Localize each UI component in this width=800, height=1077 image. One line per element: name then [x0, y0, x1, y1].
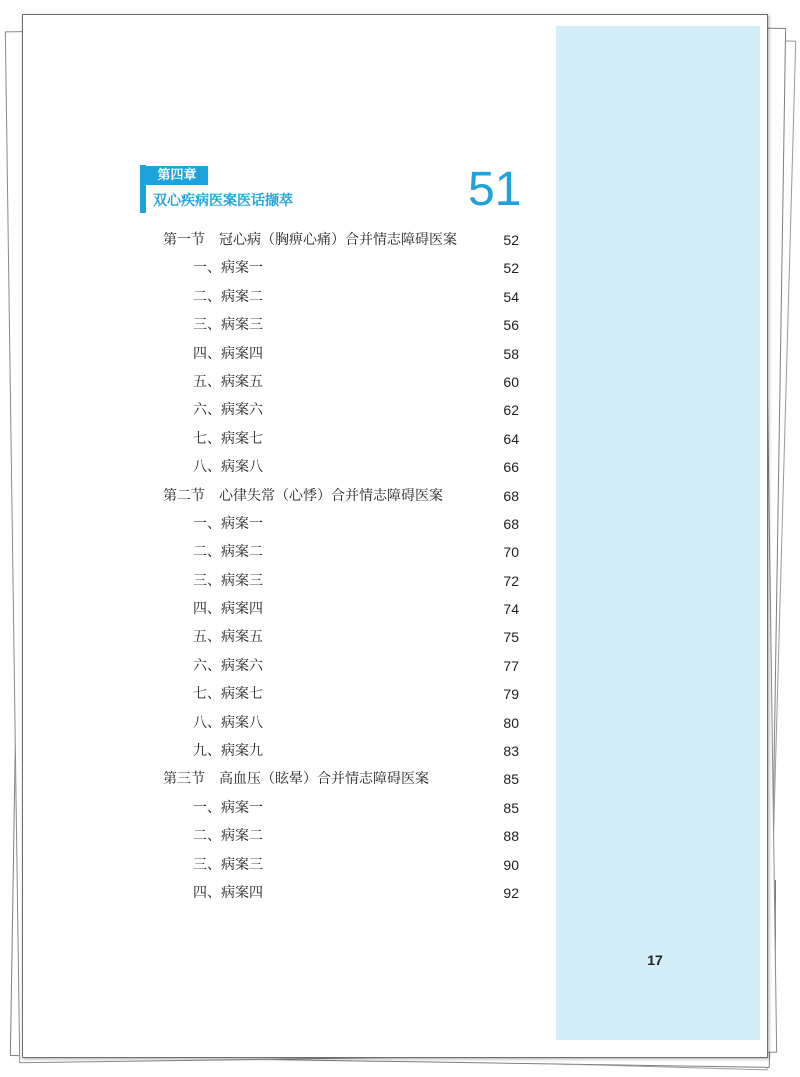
chapter-label: 第四章 [146, 166, 208, 185]
toc-page-number: 60 [503, 373, 519, 390]
toc-section-row [160, 226, 520, 254]
toc-item-title: 二、病案二 [193, 288, 263, 305]
toc-item-row [160, 396, 520, 424]
toc-item-title: 一、病案一 [193, 515, 263, 532]
toc-page-number: 77 [503, 657, 519, 674]
toc-section-title: 心律失常（心悸）合并情志障碍医案 [219, 487, 443, 504]
chapter-page-number: 51 [468, 163, 522, 216]
toc-item-row [160, 737, 520, 765]
toc-page-number: 85 [503, 799, 519, 816]
toc-item-title: 一、病案一 [193, 799, 263, 816]
toc-item-row [160, 709, 520, 737]
toc-item-title: 四、病案四 [193, 345, 263, 362]
toc-item-row [160, 254, 520, 282]
toc-section-row [160, 765, 520, 793]
toc-page-number: 62 [503, 402, 519, 419]
toc-item-row [160, 340, 520, 368]
toc-item-title: 八、病案八 [193, 714, 263, 731]
toc-section-title: 冠心病（胸痹心痛）合并情志障碍医案 [219, 232, 457, 248]
toc-item-title: 三、病案三 [193, 856, 263, 873]
toc-item-title: 二、病案二 [193, 544, 263, 561]
table-of-contents [160, 226, 520, 916]
page-number: 17 [647, 952, 663, 968]
toc-item-title: 八、病案八 [193, 459, 263, 476]
toc-item-title: 二、病案二 [193, 828, 263, 845]
toc-item-row [160, 851, 520, 879]
toc-item-row [160, 623, 520, 651]
toc-item-row [160, 368, 520, 396]
toc-item-title: 一、病案一 [193, 260, 263, 277]
toc-item-row [160, 794, 520, 822]
toc-item-row [160, 453, 520, 481]
toc-page-number: 74 [503, 601, 519, 618]
toc-page-number: 83 [503, 743, 519, 760]
toc-item-title: 五、病案五 [193, 373, 263, 390]
toc-item-row [160, 510, 520, 538]
toc-item-row [160, 425, 520, 453]
toc-page-number: 85 [503, 771, 519, 788]
toc-page-number: 64 [503, 430, 519, 447]
toc-item-title: 九、病案九 [193, 743, 263, 760]
toc-item-row [160, 680, 520, 708]
toc-page-number: 52 [503, 232, 519, 248]
toc-item-row [160, 595, 520, 623]
toc-item-title: 六、病案六 [193, 402, 263, 419]
toc-page-number: 92 [503, 884, 519, 901]
toc-item-title: 七、病案七 [193, 430, 263, 447]
toc-page-number: 54 [503, 288, 519, 305]
toc-page-number: 70 [503, 544, 519, 561]
toc-page-number: 90 [503, 856, 519, 873]
toc-item-row [160, 822, 520, 850]
toc-item-row [160, 283, 520, 311]
toc-item-title: 四、病案四 [193, 884, 263, 901]
toc-section-label: 第三节 [163, 771, 205, 788]
toc-item-title: 六、病案六 [193, 657, 263, 674]
toc-item-title: 四、病案四 [193, 601, 263, 618]
toc-section-row [160, 482, 520, 510]
toc-item-row [160, 567, 520, 595]
toc-section-title: 高血压（眩晕）合并情志障碍医案 [219, 771, 429, 788]
toc-page-number: 56 [503, 317, 519, 334]
toc-page-number: 72 [503, 572, 519, 589]
toc-page-number: 79 [503, 686, 519, 703]
toc-page-number: 68 [503, 515, 519, 532]
toc-item-row [160, 311, 520, 339]
toc-page-number: 52 [503, 260, 519, 277]
toc-page-number: 75 [503, 629, 519, 646]
toc-page-number: 58 [503, 345, 519, 362]
toc-section-label: 第二节 [163, 487, 205, 504]
toc-page-number: 66 [503, 459, 519, 476]
toc-section-label: 第一节 [163, 232, 205, 248]
toc-item-title: 三、病案三 [193, 572, 263, 589]
toc-item-row [160, 538, 520, 566]
toc-item-row [160, 879, 520, 907]
toc-page-number: 80 [503, 714, 519, 731]
chapter-title: 双心疾病医案医话撷萃 [153, 193, 293, 209]
toc-item-title: 七、病案七 [193, 686, 263, 703]
toc-page-number: 88 [503, 828, 519, 845]
side-color-panel [556, 26, 760, 1040]
toc-item-title: 三、病案三 [193, 317, 263, 334]
toc-item-row [160, 652, 520, 680]
toc-page-number: 68 [503, 487, 519, 504]
toc-item-title: 五、病案五 [193, 629, 263, 646]
